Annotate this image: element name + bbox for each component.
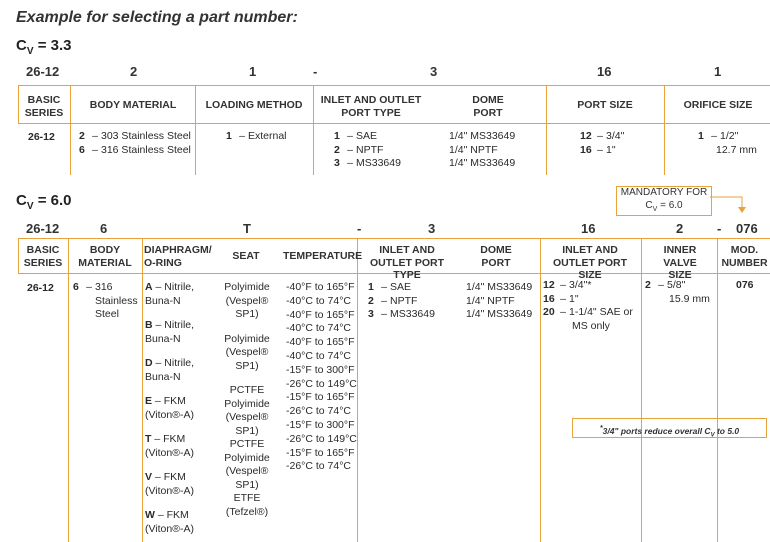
table-rule: [641, 238, 642, 542]
code-part: 3: [428, 221, 436, 236]
list-item: -40°C to 74°C: [286, 294, 352, 307]
header-basic-series: BASIC SERIES: [24, 94, 64, 119]
list-item: -15°F to 300°F: [286, 418, 355, 431]
dome-port-list: [449, 130, 515, 171]
table-rule: [313, 85, 314, 175]
list-item: 16 – 1": [580, 143, 616, 156]
header-diaphragm: DIAPHRAGM/ O-RING: [144, 244, 212, 269]
header-basic-series: BASIC SERIES: [23, 244, 63, 269]
list-item: -15°F to 165°F: [286, 391, 355, 404]
page-title: Example for selecting a part number:: [16, 9, 298, 26]
inner-valve-value: 2 – 5/8" 15.9 mm: [645, 279, 710, 305]
table-rule: [357, 238, 358, 542]
list-item: 1 – External: [226, 130, 287, 142]
header-body-material: BODY MATERIAL: [78, 244, 132, 269]
code-part: 26-12: [26, 64, 60, 79]
list-item: 1 – SAE: [368, 281, 412, 293]
cv60-label: $C_V = 6.0$: [16, 192, 72, 212]
list-item: B – Nitrile, Buna-N: [145, 319, 195, 345]
body-material-list: [79, 130, 191, 157]
port-size-list: [580, 130, 624, 157]
code-part: T: [243, 221, 251, 236]
basic-series-value: 26-12: [27, 282, 54, 294]
seat-list: [216, 281, 278, 519]
basic-series-value: 26-12: [28, 131, 55, 143]
cv33-label: $C_V = 3.3$: [16, 37, 72, 57]
list-item: 20 – 1-1/4" SAE or: [543, 306, 633, 318]
header-dome-port: DOME PORT: [472, 94, 504, 119]
list-item: 1/4" NPTF: [449, 143, 498, 156]
list-item: Polyimide (Vespel® SP1): [224, 281, 270, 320]
code-part: 26-12: [26, 221, 60, 236]
code-part: 1: [249, 64, 257, 79]
port-size-list: [543, 279, 633, 333]
list-item: 16 – 1": [543, 292, 579, 305]
list-item: 3 – MS33649: [368, 308, 435, 320]
temperature-list: [286, 281, 357, 474]
code-part: -: [717, 221, 722, 236]
code-part: 6: [100, 221, 108, 236]
table-rule: [664, 85, 665, 175]
list-item: -26°C to 74°C: [286, 405, 352, 418]
list-item: 12 – 3/4": [580, 130, 625, 142]
table-rule: [717, 238, 718, 542]
header-loading-method: LOADING METHOD: [205, 99, 303, 111]
code-part: 1: [714, 64, 722, 79]
table-rule: [18, 238, 770, 239]
code-part: -: [357, 221, 362, 236]
list-item: -40°F to 165°F: [286, 308, 355, 321]
list-item: 1/4" MS33649: [449, 130, 516, 142]
mod-number-value: 076: [736, 279, 754, 291]
table-rule: [142, 238, 143, 542]
diaphragm-list: [145, 281, 194, 536]
list-item: 3 – MS33649: [334, 157, 401, 169]
code-part: 16: [581, 221, 596, 236]
code-part: 3: [430, 64, 438, 79]
mandatory-callout: MANDATORY FOR $C_V = 6.0$: [616, 186, 712, 216]
list-item: -40°F to 165°F: [286, 281, 355, 293]
table-rule: [70, 85, 71, 175]
header-dome-port: DOME PORT: [480, 244, 512, 269]
code-part: 2: [676, 221, 684, 236]
list-item-continued: MS only: [572, 319, 610, 332]
list-item: A – Nitrile, Buna-N: [145, 281, 195, 307]
header-temperature: TEMPERATURE: [283, 250, 363, 262]
list-item: 1/4" NPTF: [466, 294, 515, 307]
port-type-list: [334, 130, 401, 171]
list-item: -40°C to 74°C: [286, 349, 352, 362]
table-rule: [18, 85, 19, 123]
list-item: D – Nitrile, Buna-N: [145, 357, 195, 383]
list-item: 12 – 3/4"*: [543, 279, 592, 291]
code-part: 076: [736, 221, 758, 236]
header-inner-valve: INNER VALVE SIZE: [663, 244, 697, 281]
list-item: 6 – 316 Stainless Steel: [79, 143, 191, 156]
list-item: V – FKM (Viton®-A): [145, 471, 194, 497]
list-item: W – FKM (Viton®-A): [145, 509, 194, 535]
port-type-list: [368, 281, 435, 322]
list-item: -15°F to 165°F: [286, 446, 355, 459]
header-port-size: PORT SIZE: [577, 99, 633, 111]
table-rule: [540, 238, 541, 542]
list-item: -40°C to 74°C: [286, 322, 352, 335]
table-rule: [546, 85, 547, 175]
header-mod-number: MOD. NUMBER: [721, 244, 768, 269]
callout-arrow-icon: [706, 190, 750, 216]
list-item: T – FKM (Viton®-A): [145, 433, 194, 459]
header-body-material: BODY MATERIAL: [89, 99, 177, 111]
header-orifice-size: ORIFICE SIZE: [683, 99, 753, 111]
code-part: 16: [597, 64, 612, 79]
list-item: 2 – NPTF: [368, 294, 418, 307]
list-item: 1 – SAE: [334, 130, 378, 142]
dome-port-list: [466, 281, 532, 322]
code-part: 2: [130, 64, 138, 79]
table-rule: [68, 238, 69, 542]
list-item: Polyimide (Vespel® SP1): [224, 332, 270, 372]
header-port-type: INLET AND OUTLET PORT TYPE: [320, 94, 422, 119]
header-port-type: INLET AND OUTLET PORT TYPE: [369, 244, 445, 281]
table-rule: [195, 85, 196, 175]
list-item: 2 – 303 Stainless Steel: [79, 130, 191, 142]
list-item: 1/4" MS33649: [466, 281, 533, 293]
table-rule: [18, 85, 770, 86]
loading-method-list: [226, 130, 287, 144]
table-rule: [18, 238, 19, 273]
footnote-box: *3/4" ports reduce overall $C_V$ to 5.0: [572, 418, 767, 438]
orifice-size-value: 1 – 1/2" 12.7 mm: [698, 130, 757, 156]
list-item: -26°C to 149°C: [286, 432, 357, 445]
list-item: E – FKM (Viton®-A): [145, 395, 194, 421]
list-item: 1/4" MS33649: [466, 308, 533, 320]
list-item: -26°C to 74°C: [286, 460, 352, 473]
list-item: 1/4" MS33649: [449, 157, 516, 169]
body-material-value: 6 – 316 Stainless Steel: [73, 281, 138, 320]
list-item: -15°F to 300°F: [286, 363, 355, 376]
list-item: PCTFE Polyimide (Vespel® SP1) PCTFE Polyimide (Vespel® SP1) ETFE (Tefzel®): [224, 384, 270, 518]
list-item: -26°C to 149°C: [286, 377, 357, 390]
header-port-size: INLET AND OUTLET PORT SIZE: [552, 244, 628, 281]
code-part: -: [313, 64, 318, 79]
header-seat: SEAT: [232, 250, 260, 262]
table-rule: [18, 123, 770, 124]
list-item: 2 – NPTF: [334, 143, 384, 156]
list-item: -40°F to 165°F: [286, 336, 355, 349]
